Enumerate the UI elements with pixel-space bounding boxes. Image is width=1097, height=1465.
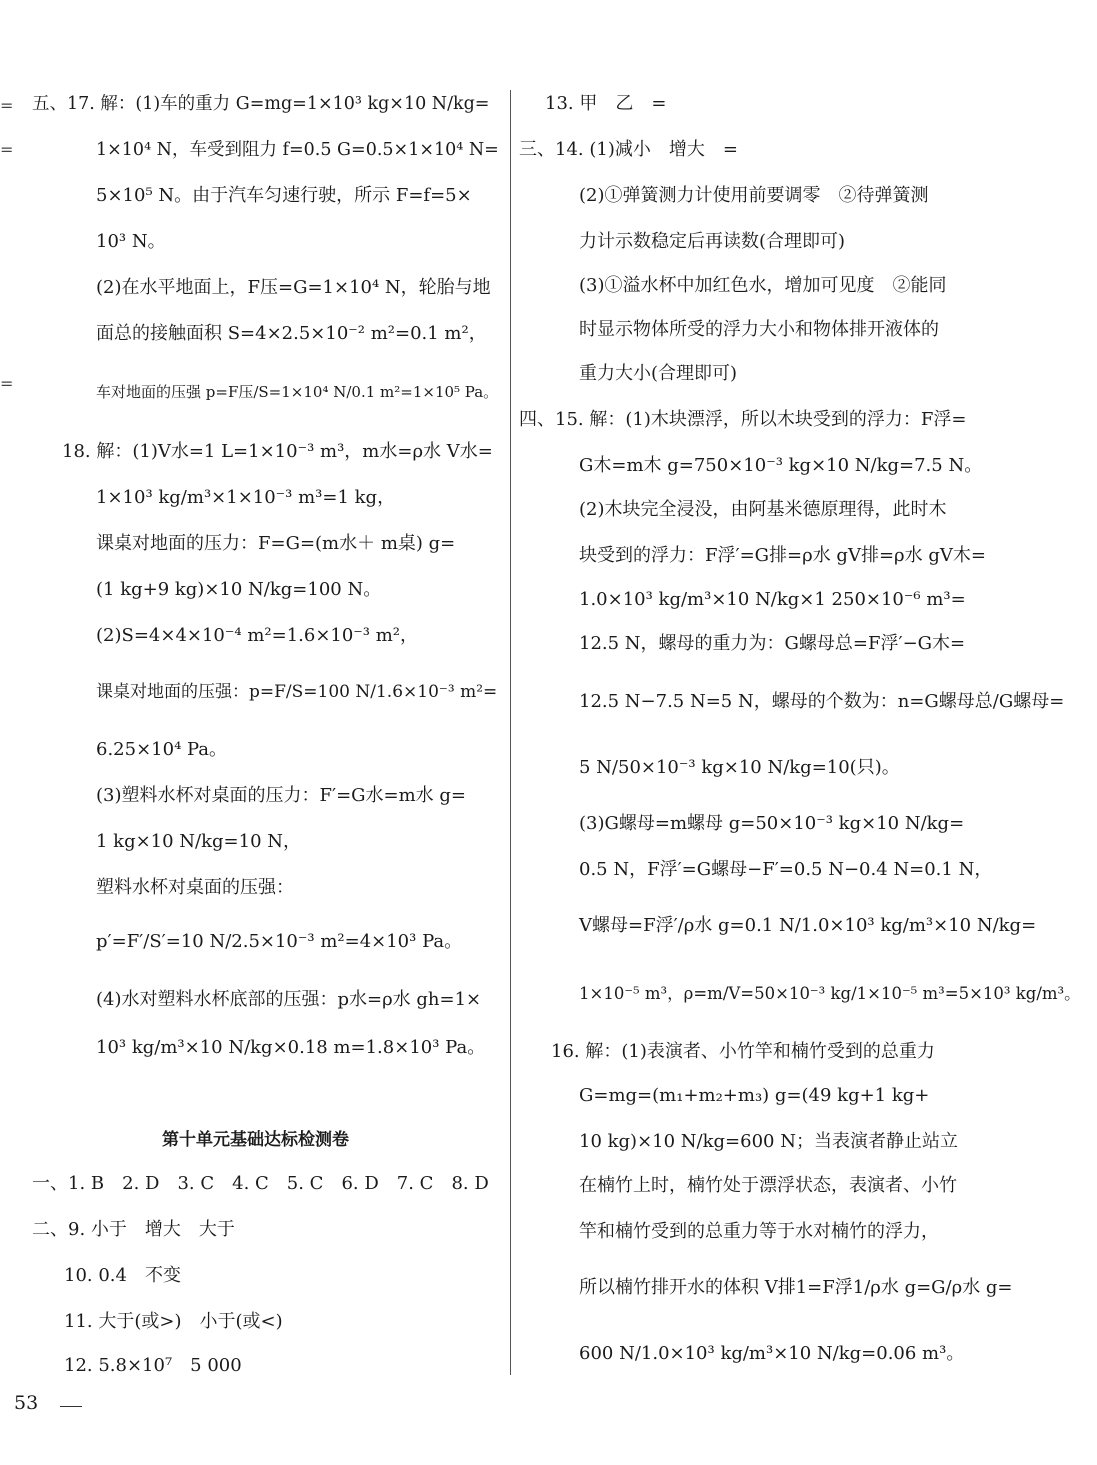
text-line: 五、17. 解：(1)车的重力 G=mg=1×10³ kg×10 N/kg= xyxy=(32,94,490,114)
text-line: 10³ N。 xyxy=(96,231,166,252)
text-line: 车对地面的压强 p=F压/S=1×10⁴ N/0.1 m²=1×10⁵ Pa。 xyxy=(96,383,499,401)
text-line: 1×10³ kg/m³×1×10⁻³ m³=1 kg， xyxy=(96,487,396,508)
text-line: (3)塑料水杯对桌面的压力：F′=G水=m水 g= xyxy=(96,785,467,806)
text-line: 6.25×10⁴ Pa。 xyxy=(96,739,228,760)
text-line: 塑料水杯对桌面的压强： xyxy=(96,877,294,898)
text-line: 面总的接触面积 S=4×2.5×10⁻² m²=0.1 m²， xyxy=(96,323,487,344)
text-line: 二、9. 小于 增大 大于 xyxy=(32,1219,235,1240)
text-line: 一、1. B 2. D 3. C 4. C 5. C 6. D 7. C 8. D xyxy=(32,1173,489,1194)
text-line: 时显示物体所受的浮力大小和物体排开液体的 xyxy=(579,319,939,340)
page-number: 53 xyxy=(14,1392,39,1414)
text-line: (3)G螺母=m螺母 g=50×10⁻³ kg×10 N/kg= xyxy=(579,813,965,834)
margin-mark: = xyxy=(0,140,14,159)
text-line: 13. 甲 乙 = xyxy=(545,93,667,114)
text-line: 12. 5.8×10⁷ 5 000 xyxy=(64,1355,242,1376)
text-line: (2)木块完全浸没，由阿基米德原理得，此时木 xyxy=(579,499,947,520)
text-line: 16. 解：(1)表演者、小竹竿和楠竹受到的总重力 xyxy=(551,1041,935,1062)
text-line: 力计示数稳定后再读数(合理即可) xyxy=(579,231,846,252)
column-divider xyxy=(510,90,511,1375)
text-line: 600 N/1.0×10³ kg/m³×10 N/kg=0.06 m³。 xyxy=(579,1343,965,1364)
text-line: 所以楠竹排开水的体积 V排1=F浮1/ρ水 g=G/ρ水 g= xyxy=(579,1277,1013,1298)
page-number-dash xyxy=(60,1406,82,1407)
text-line: 在楠竹上时，楠竹处于漂浮状态，表演者、小竹 xyxy=(579,1175,957,1196)
text-line: 重力大小(合理即可) xyxy=(579,363,738,384)
text-line: 竿和楠竹受到的总重力等于水对楠竹的浮力， xyxy=(579,1221,939,1242)
text-line: 12.5 N，螺母的重力为：G螺母总=F浮′−G木= xyxy=(579,633,966,654)
text-line: 10³ kg/m³×10 N/kg×0.18 m=1.8×10³ Pa。 xyxy=(96,1037,486,1058)
text-line: (2)①弹簧测力计使用前要调零 ②待弹簧测 xyxy=(579,185,929,206)
text-line: V螺母=F浮′/ρ水 g=0.1 N/1.0×10³ kg/m³×10 N/kg= xyxy=(579,915,1037,936)
text-line: (2)S=4×4×10⁻⁴ m²=1.6×10⁻³ m²， xyxy=(96,625,419,646)
text-line: (3)①溢水杯中加红色水，增加可见度 ②能同 xyxy=(579,275,947,296)
text-line: 10 kg)×10 N/kg=600 N；当表演者静止站立 xyxy=(579,1131,958,1152)
text-line: 1.0×10³ kg/m³×10 N/kg×1 250×10⁻⁶ m³= xyxy=(579,589,966,610)
margin-mark: = xyxy=(0,96,14,115)
text-line: 1 kg×10 N/kg=10 N， xyxy=(96,831,302,852)
text-line: 5 N/50×10⁻³ kg×10 N/kg=10(只)。 xyxy=(579,757,900,778)
text-line: 课桌对地面的压强：p=F/S=100 N/1.6×10⁻³ m²= xyxy=(96,682,498,702)
text-line: 0.5 N，F浮′=G螺母−F′=0.5 N−0.4 N=0.1 N， xyxy=(579,859,993,880)
text-line: G=mg=(m₁+m₂+m₃) g=(49 kg+1 kg+ xyxy=(579,1085,930,1106)
margin-mark: = xyxy=(0,374,14,393)
text-line: (4)水对塑料水杯底部的压强：p水=ρ水 gh=1× xyxy=(96,989,482,1010)
text-line: 1×10⁻⁵ m³，ρ=m/V=50×10⁻³ kg/1×10⁻⁵ m³=5×10³ kg/m³。 xyxy=(579,984,1081,1003)
text-line: 12.5 N−7.5 N=5 N，螺母的个数为：n=G螺母总/G螺母= xyxy=(579,691,1065,712)
text-line: 块受到的浮力：F浮′=G排=ρ水 gV排=ρ水 gV木= xyxy=(579,545,986,566)
text-line: 三、14. (1)减小 增大 = xyxy=(519,139,738,160)
text-line: (1 kg+9 kg)×10 N/kg=100 N。 xyxy=(96,579,382,600)
text-line: p′=F′/S′=10 N/2.5×10⁻³ m²=4×10³ Pa。 xyxy=(96,931,463,952)
text-line: 5×10⁵ N。由于汽车匀速行驶，所示 F=f=5× xyxy=(96,185,472,206)
text-line: 1×10⁴ N，车受到阻力 f=0.5 G=0.5×1×10⁴ N= xyxy=(96,140,499,160)
text-line: 课桌对地面的压力：F=G=(m水＋ m桌) g= xyxy=(96,533,456,554)
text-line: 10. 0.4 不变 xyxy=(64,1265,181,1286)
text-line: 四、15. 解：(1)木块漂浮，所以木块受到的浮力：F浮= xyxy=(519,409,967,430)
text-line: (2)在水平地面上，F压=G=1×10⁴ N，轮胎与地 xyxy=(96,277,491,298)
text-line: G木=m木 g=750×10⁻³ kg×10 N/kg=7.5 N。 xyxy=(579,455,983,476)
section-heading: 第十单元基础达标检测卷 xyxy=(162,1130,349,1150)
text-line: 11. 大于(或>) 小于(或<) xyxy=(64,1311,283,1332)
text-line: 18. 解：(1)V水=1 L=1×10⁻³ m³，m水=ρ水 V水= xyxy=(62,441,493,462)
